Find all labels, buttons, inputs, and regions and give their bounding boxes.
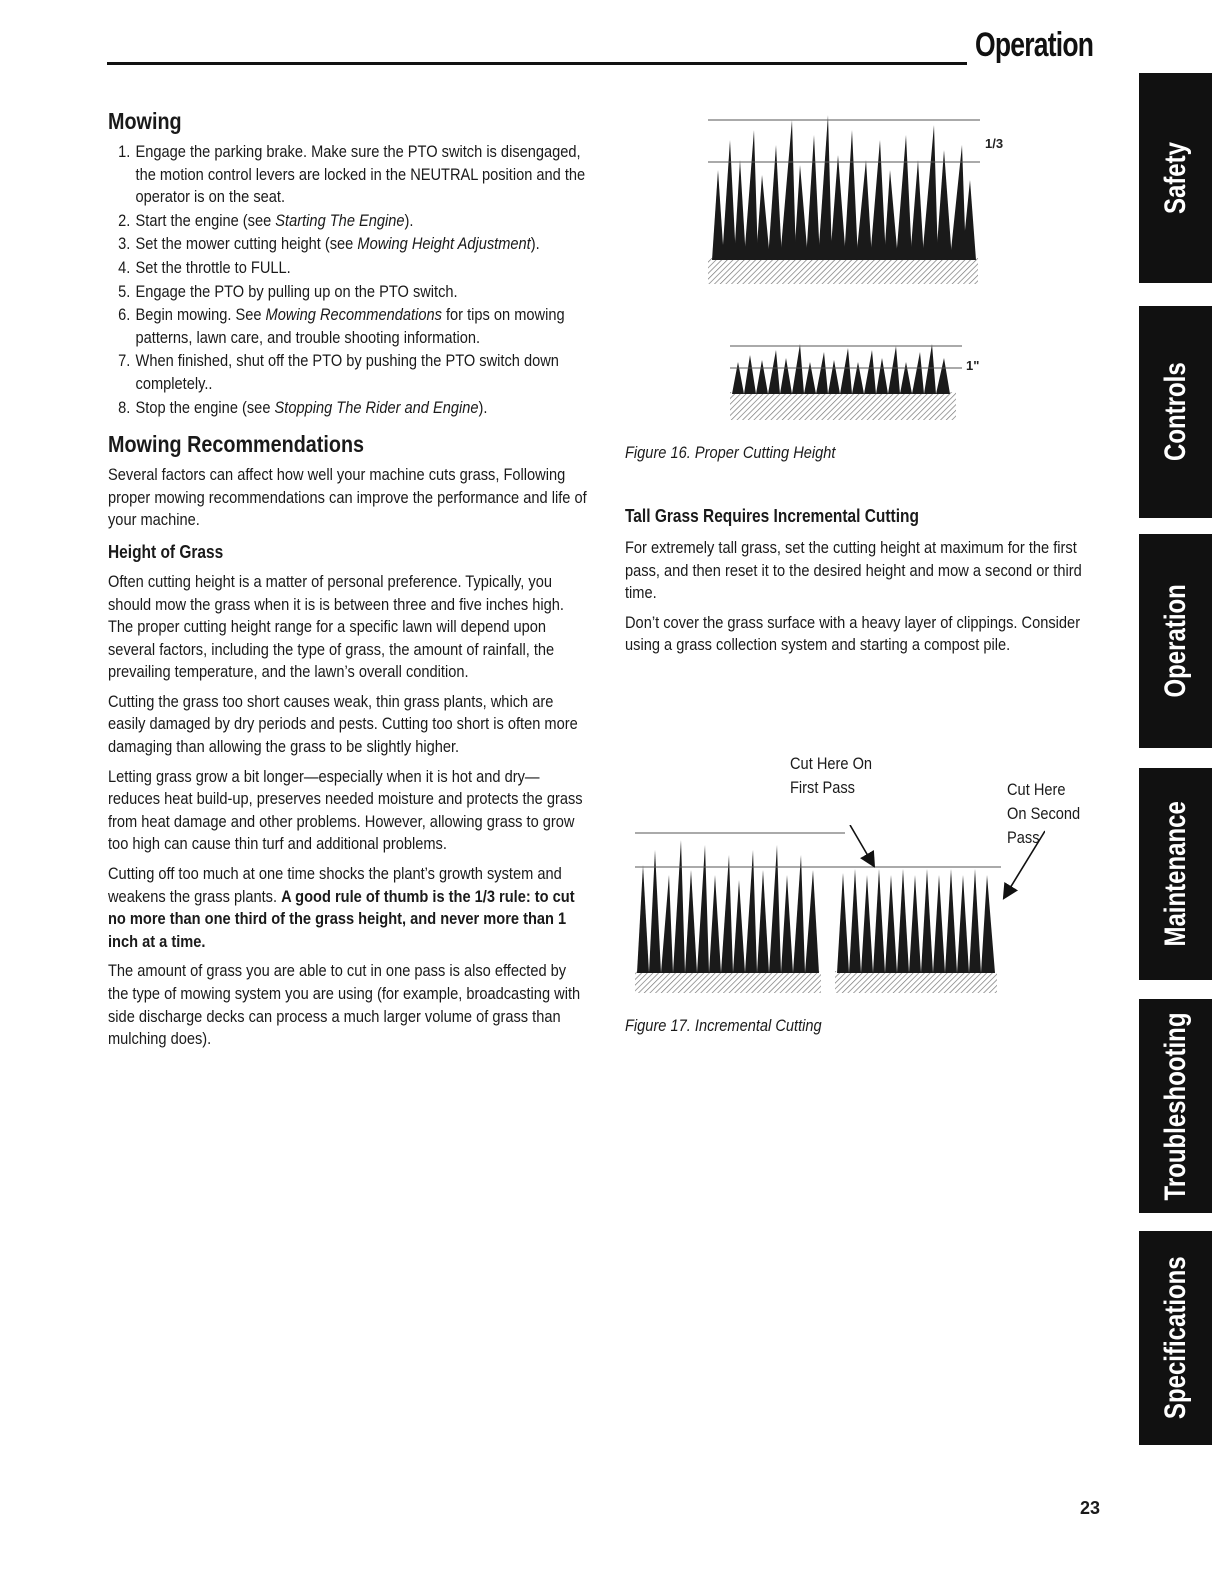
soil-block <box>835 971 997 993</box>
step-number: 6. <box>118 305 131 325</box>
paragraph: Don’t cover the grass surface with a heavy layer of clippings. Consider using a grass collection system and starting a compost pile. <box>625 612 1081 655</box>
paragraph: The amount of grass you are able to cut in one pass is also effected by the type of mowing system you are using (for example, broadcasting with side discharge decks can process a much larger volume of grass than mulching does). <box>108 961 581 1049</box>
rule-of-thumb-bold: A good rule of thumb is the 1/3 rule: to cut no more than one third of the grass height, and never more than 1 inch at a time. <box>108 886 575 951</box>
first-pass-arrow <box>850 825 871 861</box>
step-item <box>108 281 590 304</box>
left-column <box>108 108 588 1058</box>
grass-blades <box>732 344 950 394</box>
tab-label: Specifications <box>1158 1256 1192 1420</box>
step-item <box>108 233 590 256</box>
second-pass-label-line: Pass <box>1007 828 1040 847</box>
step-number: 5. <box>118 281 131 301</box>
tab-label: Safety <box>1158 141 1192 215</box>
step-reference: Starting The Engine <box>275 210 405 230</box>
tall-grass-heading: Tall Grass Requires Incremental Cutting <box>625 506 919 526</box>
header-rule <box>107 62 967 65</box>
page-number: 23 <box>1080 1498 1101 1518</box>
first-pass-label-line: Cut Here On <box>790 754 873 773</box>
paragraph-text: Cutting off too much at one time shocks the plant’s growth system and weakens the grass plants. <box>108 864 562 906</box>
paragraph: Letting grass grow a bit longer—especially when it is hot and dry—reduces heat build-up, preserves needed moisture and protects the grass from heat damage and other problems. However, allowing grass to grow too high can cause thin turf and additional problems. <box>108 766 583 854</box>
step-text-part: ). <box>404 210 414 230</box>
grass-blades <box>712 115 976 260</box>
step-text: Set the throttle to FULL. <box>135 257 291 277</box>
step-number: 8. <box>118 397 131 417</box>
tab-controls[interactable] <box>1139 306 1212 518</box>
soil-block <box>730 392 956 420</box>
figure-16-illustration <box>700 100 1030 435</box>
recommendations-intro: Several factors can affect how well your machine cuts grass, Following proper mowing recommendations can improve the performance and life of your machine. <box>108 465 587 530</box>
step-text: Engage the PTO by pulling up on the PTO switch. <box>135 281 458 301</box>
step-text <box>136 233 590 256</box>
soil-block <box>635 971 821 993</box>
recommendations-heading: Mowing Recommendations <box>108 431 365 458</box>
step-text <box>136 304 590 349</box>
step-text-part: Set the mower cutting height (see <box>135 234 358 254</box>
tab-maintenance[interactable] <box>1139 768 1212 980</box>
step-reference: Mowing Recommendations <box>265 305 442 325</box>
tab-operation[interactable] <box>1139 534 1212 748</box>
paragraph: Often cutting height is a matter of personal preference. Typically, you should mow the grass when it is is between three and five inches high. The proper cutting height range for a specific lawn will depend upon several factors, including the type of grass, the amount of rainfall, the prevailing temperature, and the lawn’s overall condition. <box>108 571 564 682</box>
height-of-grass-heading: Height of Grass <box>108 541 224 562</box>
step-text-part: ). <box>478 397 488 417</box>
tab-safety[interactable] <box>1139 73 1212 283</box>
step-reference: Mowing Height Adjustment <box>357 234 531 254</box>
step-item <box>108 141 590 209</box>
paragraph-rule-of-thumb <box>108 863 590 953</box>
step-text <box>136 210 590 233</box>
step-text-part: Start the engine (see <box>135 210 276 230</box>
figure-16-label-bottom: 1" <box>966 358 980 373</box>
paragraph: Cutting the grass too short causes weak, thin grass plants, which are easily damaged by dry periods and pests. Cutting too short is often more damaging than allowing the grass to be slightly higher. <box>108 691 578 757</box>
grass-blades <box>637 840 819 973</box>
figure-16-label-top: 1/3 <box>985 136 1004 151</box>
soil-block <box>708 258 978 284</box>
mowing-steps <box>108 141 590 419</box>
figure-17-caption: Figure 17. Incremental Cutting <box>625 1016 822 1035</box>
step-number: 1. <box>118 142 131 161</box>
step-number: 7. <box>118 351 131 371</box>
recommendations-body <box>108 464 590 532</box>
second-pass-arrow <box>1007 831 1045 893</box>
step-reference: Stopping The Rider and Engine <box>274 397 479 417</box>
first-pass-label-line: First Pass <box>790 778 855 797</box>
step-text-part: Stop the engine (see <box>135 397 275 417</box>
tab-label: Operation <box>1158 584 1192 698</box>
tab-label: Maintenance <box>1158 801 1192 947</box>
steps-list <box>108 141 590 419</box>
figure-16-caption: Figure 16. Proper Cutting Height <box>625 443 836 462</box>
step-text-part: Begin mowing. See <box>135 305 266 325</box>
step-item <box>108 304 590 349</box>
step-text: When finished, shut off the PTO by pushing the PTO switch down completely.. <box>135 351 559 393</box>
step-item <box>108 257 590 280</box>
step-item <box>108 397 590 420</box>
mowing-heading: Mowing <box>108 108 182 134</box>
step-text: Engage the parking brake. Make sure the PTO switch is disengaged, the motion control levers are locked in the NEUTRAL position and the operator is on the seat. <box>135 142 586 207</box>
tall-grass-body <box>625 537 1107 657</box>
second-pass-label-line: On Second <box>1007 804 1081 823</box>
step-item <box>108 210 590 233</box>
step-number: 3. <box>118 234 131 254</box>
second-pass-label-line: Cut Here <box>1007 780 1066 799</box>
figure-17-illustration <box>625 825 1045 1005</box>
tab-label: Controls <box>1158 362 1192 462</box>
step-text-part: ). <box>530 234 540 254</box>
height-of-grass-body <box>108 571 590 1051</box>
first-pass-label <box>790 752 872 800</box>
tab-troubleshooting[interactable] <box>1139 999 1212 1213</box>
step-text-part: for tips on mowing patterns, lawn care, and trouble shooting information. <box>135 305 565 347</box>
tab-label: Troubleshooting <box>1158 1012 1192 1201</box>
step-text <box>136 397 590 420</box>
step-number: 2. <box>118 210 131 230</box>
paragraph: For extremely tall grass, set the cutting height at maximum for the first pass, and then reset it to the desired height and mow a second or third time. <box>625 538 1082 603</box>
grass-blades <box>837 869 995 973</box>
step-number: 4. <box>118 257 131 277</box>
step-item <box>108 350 590 395</box>
page-title: Operation <box>975 26 1094 64</box>
tab-specifications[interactable] <box>1139 1231 1212 1445</box>
tall-grass-section <box>625 506 1185 664</box>
